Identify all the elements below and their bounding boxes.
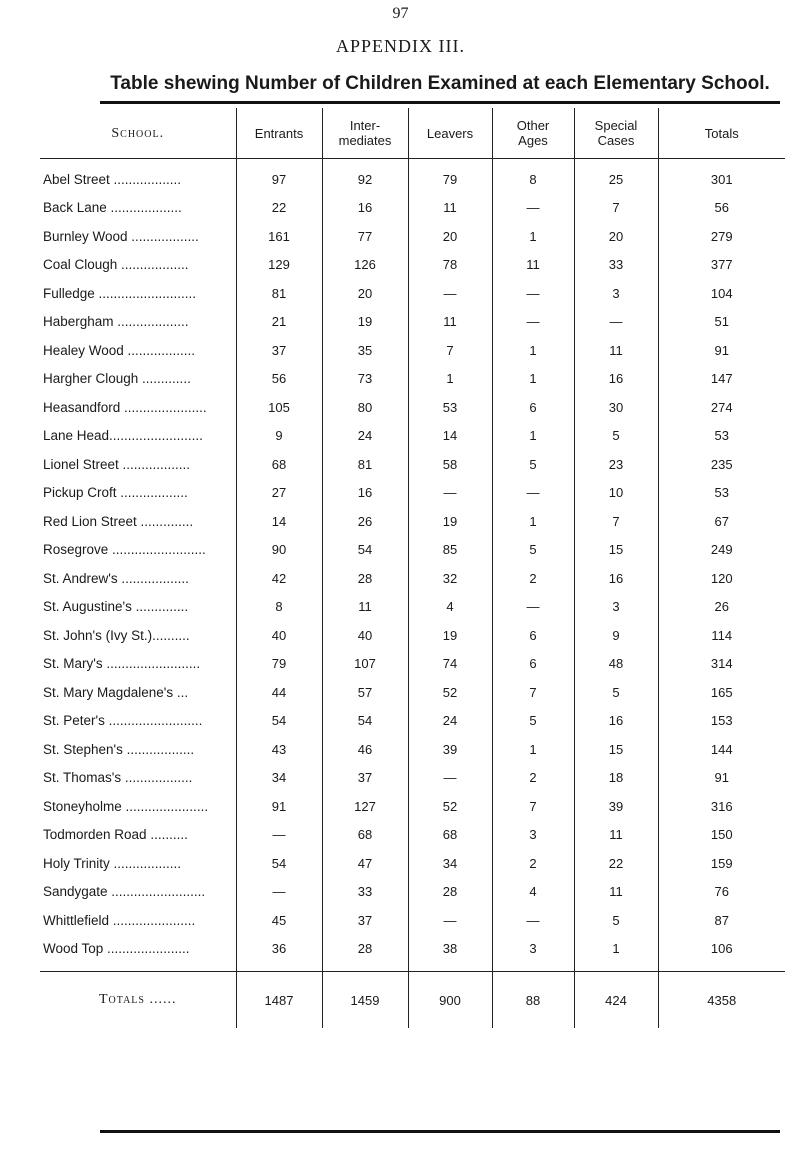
cell-intermediates: 81 (322, 450, 408, 479)
totals-row (40, 972, 785, 1029)
cell-leavers: 34 (408, 849, 492, 878)
cell-other-ages: 1 (492, 735, 574, 764)
cell-special-cases: 9 (574, 621, 658, 650)
cell-other-ages: 6 (492, 393, 574, 422)
cell-totals: 87 (658, 906, 785, 935)
cell-leavers: 4 (408, 593, 492, 622)
table-row (40, 849, 785, 878)
cell-special-cases: 3 (574, 279, 658, 308)
cell-entrants: 42 (236, 564, 322, 593)
cell-intermediates: 33 (322, 878, 408, 907)
table-row (40, 450, 785, 479)
cell-special-cases: 5 (574, 906, 658, 935)
cell-totals: 56 (658, 194, 785, 223)
cell-school: Stoneyholme ...................... (43, 798, 209, 814)
cell-school: St. John's (Ivy St.).......... (43, 627, 190, 643)
cell-special-cases: 16 (574, 707, 658, 736)
cell-totals: 316 (658, 792, 785, 821)
totals-label: Totals ...... (40, 972, 236, 1029)
cell-other-ages: 1 (492, 365, 574, 394)
table-row (40, 735, 785, 764)
cell-entrants: 45 (236, 906, 322, 935)
cell-school: Habergham ................... (43, 314, 189, 330)
cell-special-cases: 18 (574, 764, 658, 793)
cell-school: St. Andrew's .................. (43, 570, 189, 586)
cell-leavers: 85 (408, 536, 492, 565)
cell-leavers: 79 (408, 159, 492, 194)
cell-other-ages: — (492, 194, 574, 223)
cell-totals: 235 (658, 450, 785, 479)
school-examination-table (40, 108, 785, 1028)
cell-totals: 165 (658, 678, 785, 707)
cell-intermediates: 24 (322, 422, 408, 451)
cell-totals: 314 (658, 650, 785, 679)
cell-entrants: 44 (236, 678, 322, 707)
cell-special-cases: 5 (574, 422, 658, 451)
table-row (40, 194, 785, 223)
cell-special-cases: — (574, 308, 658, 337)
bottom-rule (100, 1130, 780, 1133)
table-row (40, 593, 785, 622)
cell-school: Burnley Wood .................. (43, 228, 199, 244)
cell-other-ages: — (492, 308, 574, 337)
cell-entrants: 27 (236, 479, 322, 508)
cell-school: St. Peter's ......................... (43, 713, 203, 729)
header-other-ages (492, 108, 574, 159)
cell-school: Healey Wood .................. (43, 342, 196, 358)
cell-other-ages: 7 (492, 792, 574, 821)
cell-totals: 91 (658, 764, 785, 793)
cell-other-ages: — (492, 479, 574, 508)
table-row (40, 878, 785, 907)
cell-school: Abel Street .................. (43, 171, 182, 187)
cell-intermediates: 37 (322, 764, 408, 793)
cell-school: Wood Top ...................... (43, 941, 190, 957)
table-row (40, 906, 785, 935)
cell-entrants: 81 (236, 279, 322, 308)
cell-totals: 301 (658, 159, 785, 194)
cell-special-cases: 15 (574, 536, 658, 565)
cell-intermediates: 11 (322, 593, 408, 622)
cell-school: St. Mary's ......................... (43, 656, 201, 672)
cell-entrants: 40 (236, 621, 322, 650)
cell-entrants: — (236, 878, 322, 907)
cell-entrants: — (236, 821, 322, 850)
cell-leavers: 74 (408, 650, 492, 679)
cell-other-ages: — (492, 279, 574, 308)
cell-leavers: 19 (408, 507, 492, 536)
cell-leavers: 28 (408, 878, 492, 907)
cell-special-cases: 1 (574, 935, 658, 972)
cell-totals: 53 (658, 479, 785, 508)
table-row (40, 365, 785, 394)
cell-special-cases: 39 (574, 792, 658, 821)
cell-special-cases: 16 (574, 564, 658, 593)
cell-entrants: 21 (236, 308, 322, 337)
totals-totals: 4358 (658, 972, 785, 1029)
cell-intermediates: 54 (322, 536, 408, 565)
cell-special-cases: 22 (574, 849, 658, 878)
cell-entrants: 14 (236, 507, 322, 536)
table-row (40, 821, 785, 850)
cell-special-cases: 11 (574, 821, 658, 850)
cell-special-cases: 23 (574, 450, 658, 479)
cell-school: Todmorden Road .......... (43, 827, 188, 843)
table-row (40, 159, 785, 194)
cell-totals: 106 (658, 935, 785, 972)
cell-leavers: — (408, 479, 492, 508)
cell-leavers: 19 (408, 621, 492, 650)
cell-totals: 274 (658, 393, 785, 422)
table-row (40, 564, 785, 593)
cell-other-ages: — (492, 593, 574, 622)
cell-other-ages: 2 (492, 849, 574, 878)
cell-other-ages: 1 (492, 222, 574, 251)
title-rule (100, 101, 780, 104)
cell-other-ages: 2 (492, 764, 574, 793)
cell-leavers: 7 (408, 336, 492, 365)
cell-intermediates: 19 (322, 308, 408, 337)
cell-school: Red Lion Street .............. (43, 513, 194, 529)
cell-leavers: 52 (408, 678, 492, 707)
table-row (40, 792, 785, 821)
cell-totals: 51 (658, 308, 785, 337)
cell-entrants: 8 (236, 593, 322, 622)
cell-entrants: 22 (236, 194, 322, 223)
table-row (40, 764, 785, 793)
cell-entrants: 97 (236, 159, 322, 194)
cell-leavers: 38 (408, 935, 492, 972)
cell-school: Lionel Street .................. (43, 456, 191, 472)
cell-totals: 104 (658, 279, 785, 308)
table-title: Table shewing Number of Children Examined at each Elementary School. (110, 73, 770, 94)
cell-intermediates: 37 (322, 906, 408, 935)
table-row (40, 222, 785, 251)
table-row (40, 422, 785, 451)
cell-entrants: 91 (236, 792, 322, 821)
cell-school: St. Mary Magdalene's ... (43, 684, 189, 700)
totals-intermediates: 1459 (322, 972, 408, 1029)
cell-special-cases: 15 (574, 735, 658, 764)
table-row (40, 336, 785, 365)
cell-intermediates: 35 (322, 336, 408, 365)
header-entrants: Entrants (236, 108, 322, 159)
cell-school: St. Thomas's .................. (43, 770, 193, 786)
cell-other-ages: 5 (492, 450, 574, 479)
cell-special-cases: 48 (574, 650, 658, 679)
cell-totals: 120 (658, 564, 785, 593)
cell-school: Fulledge .......................... (43, 285, 197, 301)
header-intermediates-text: Inter- mediates (338, 118, 392, 148)
cell-special-cases: 16 (574, 365, 658, 394)
cell-entrants: 129 (236, 251, 322, 280)
cell-intermediates: 26 (322, 507, 408, 536)
totals-other-ages: 88 (492, 972, 574, 1029)
cell-intermediates: 16 (322, 479, 408, 508)
cell-other-ages: 5 (492, 536, 574, 565)
cell-special-cases: 20 (574, 222, 658, 251)
cell-leavers: 53 (408, 393, 492, 422)
table-row (40, 678, 785, 707)
cell-intermediates: 54 (322, 707, 408, 736)
cell-special-cases: 5 (574, 678, 658, 707)
header-totals: Totals (658, 108, 785, 159)
cell-other-ages: 3 (492, 935, 574, 972)
cell-special-cases: 7 (574, 507, 658, 536)
cell-entrants: 68 (236, 450, 322, 479)
cell-totals: 159 (658, 849, 785, 878)
cell-intermediates: 20 (322, 279, 408, 308)
cell-intermediates: 57 (322, 678, 408, 707)
cell-leavers: 11 (408, 194, 492, 223)
cell-leavers: 32 (408, 564, 492, 593)
cell-school: Sandygate ......................... (43, 884, 206, 900)
header-intermediates (322, 108, 408, 159)
cell-leavers: 78 (408, 251, 492, 280)
cell-other-ages: 11 (492, 251, 574, 280)
cell-totals: 249 (658, 536, 785, 565)
cell-totals: 114 (658, 621, 785, 650)
cell-school: Coal Clough .................. (43, 257, 189, 273)
cell-other-ages: 4 (492, 878, 574, 907)
cell-school: Heasandford ...................... (43, 399, 207, 415)
cell-totals: 279 (658, 222, 785, 251)
cell-special-cases: 11 (574, 336, 658, 365)
cell-entrants: 9 (236, 422, 322, 451)
totals-special-cases: 424 (574, 972, 658, 1029)
cell-other-ages: 1 (492, 422, 574, 451)
cell-totals: 377 (658, 251, 785, 280)
cell-entrants: 56 (236, 365, 322, 394)
cell-leavers: 1 (408, 365, 492, 394)
header-row (40, 108, 785, 159)
cell-school: Holy Trinity .................. (43, 855, 182, 871)
cell-leavers: 14 (408, 422, 492, 451)
cell-school: Back Lane ................... (43, 200, 182, 216)
table-row (40, 621, 785, 650)
cell-leavers: — (408, 279, 492, 308)
cell-entrants: 79 (236, 650, 322, 679)
cell-entrants: 34 (236, 764, 322, 793)
cell-leavers: 52 (408, 792, 492, 821)
cell-entrants: 105 (236, 393, 322, 422)
cell-intermediates: 68 (322, 821, 408, 850)
cell-other-ages: 2 (492, 564, 574, 593)
cell-other-ages: 3 (492, 821, 574, 850)
cell-entrants: 54 (236, 849, 322, 878)
cell-intermediates: 16 (322, 194, 408, 223)
cell-school: St. Augustine's .............. (43, 599, 189, 615)
cell-school: Hargher Clough ............. (43, 371, 191, 387)
cell-other-ages: 6 (492, 650, 574, 679)
cell-other-ages: 6 (492, 621, 574, 650)
totals-leavers: 900 (408, 972, 492, 1029)
cell-totals: 26 (658, 593, 785, 622)
cell-intermediates: 40 (322, 621, 408, 650)
table-row (40, 251, 785, 280)
cell-intermediates: 80 (322, 393, 408, 422)
cell-special-cases: 25 (574, 159, 658, 194)
cell-totals: 53 (658, 422, 785, 451)
cell-intermediates: 73 (322, 365, 408, 394)
cell-totals: 153 (658, 707, 785, 736)
cell-special-cases: 30 (574, 393, 658, 422)
cell-school: Rosegrove ......................... (43, 542, 206, 558)
cell-intermediates: 107 (322, 650, 408, 679)
cell-entrants: 90 (236, 536, 322, 565)
cell-intermediates: 47 (322, 849, 408, 878)
header-special-cases-text: Special Cases (594, 118, 638, 148)
cell-other-ages: 5 (492, 707, 574, 736)
table-row (40, 707, 785, 736)
cell-other-ages: 1 (492, 507, 574, 536)
header-school: School. (40, 108, 236, 159)
cell-school: Lane Head......................... (43, 428, 203, 444)
cell-totals: 147 (658, 365, 785, 394)
cell-special-cases: 33 (574, 251, 658, 280)
cell-school: Pickup Croft .................. (43, 485, 188, 501)
cell-leavers: 24 (408, 707, 492, 736)
header-other-ages-text: Other Ages (516, 118, 550, 148)
table-row (40, 935, 785, 972)
header-leavers: Leavers (408, 108, 492, 159)
page-number: 97 (392, 5, 409, 22)
cell-other-ages: — (492, 906, 574, 935)
cell-leavers: 68 (408, 821, 492, 850)
cell-totals: 67 (658, 507, 785, 536)
table-row (40, 650, 785, 679)
cell-totals: 76 (658, 878, 785, 907)
cell-totals: 150 (658, 821, 785, 850)
cell-leavers: — (408, 764, 492, 793)
table-row (40, 279, 785, 308)
cell-school: Whittlefield ...................... (43, 912, 196, 928)
cell-leavers: 39 (408, 735, 492, 764)
cell-intermediates: 28 (322, 564, 408, 593)
cell-leavers: — (408, 906, 492, 935)
cell-special-cases: 7 (574, 194, 658, 223)
table-row (40, 507, 785, 536)
cell-other-ages: 7 (492, 678, 574, 707)
cell-totals: 144 (658, 735, 785, 764)
cell-leavers: 58 (408, 450, 492, 479)
appendix-heading: APPENDIX III. (336, 36, 465, 56)
cell-other-ages: 8 (492, 159, 574, 194)
cell-leavers: 11 (408, 308, 492, 337)
table-row (40, 536, 785, 565)
header-special-cases (574, 108, 658, 159)
cell-intermediates: 46 (322, 735, 408, 764)
cell-school: St. Stephen's .................. (43, 741, 195, 757)
cell-intermediates: 127 (322, 792, 408, 821)
cell-entrants: 54 (236, 707, 322, 736)
totals-entrants: 1487 (236, 972, 322, 1029)
table-row (40, 308, 785, 337)
cell-intermediates: 92 (322, 159, 408, 194)
cell-entrants: 161 (236, 222, 322, 251)
cell-totals: 91 (658, 336, 785, 365)
cell-entrants: 43 (236, 735, 322, 764)
cell-leavers: 20 (408, 222, 492, 251)
cell-special-cases: 10 (574, 479, 658, 508)
table-body (40, 159, 785, 972)
cell-other-ages: 1 (492, 336, 574, 365)
cell-entrants: 36 (236, 935, 322, 972)
cell-entrants: 37 (236, 336, 322, 365)
cell-intermediates: 77 (322, 222, 408, 251)
cell-special-cases: 3 (574, 593, 658, 622)
cell-special-cases: 11 (574, 878, 658, 907)
cell-intermediates: 126 (322, 251, 408, 280)
table-row (40, 479, 785, 508)
table-row (40, 393, 785, 422)
cell-intermediates: 28 (322, 935, 408, 972)
